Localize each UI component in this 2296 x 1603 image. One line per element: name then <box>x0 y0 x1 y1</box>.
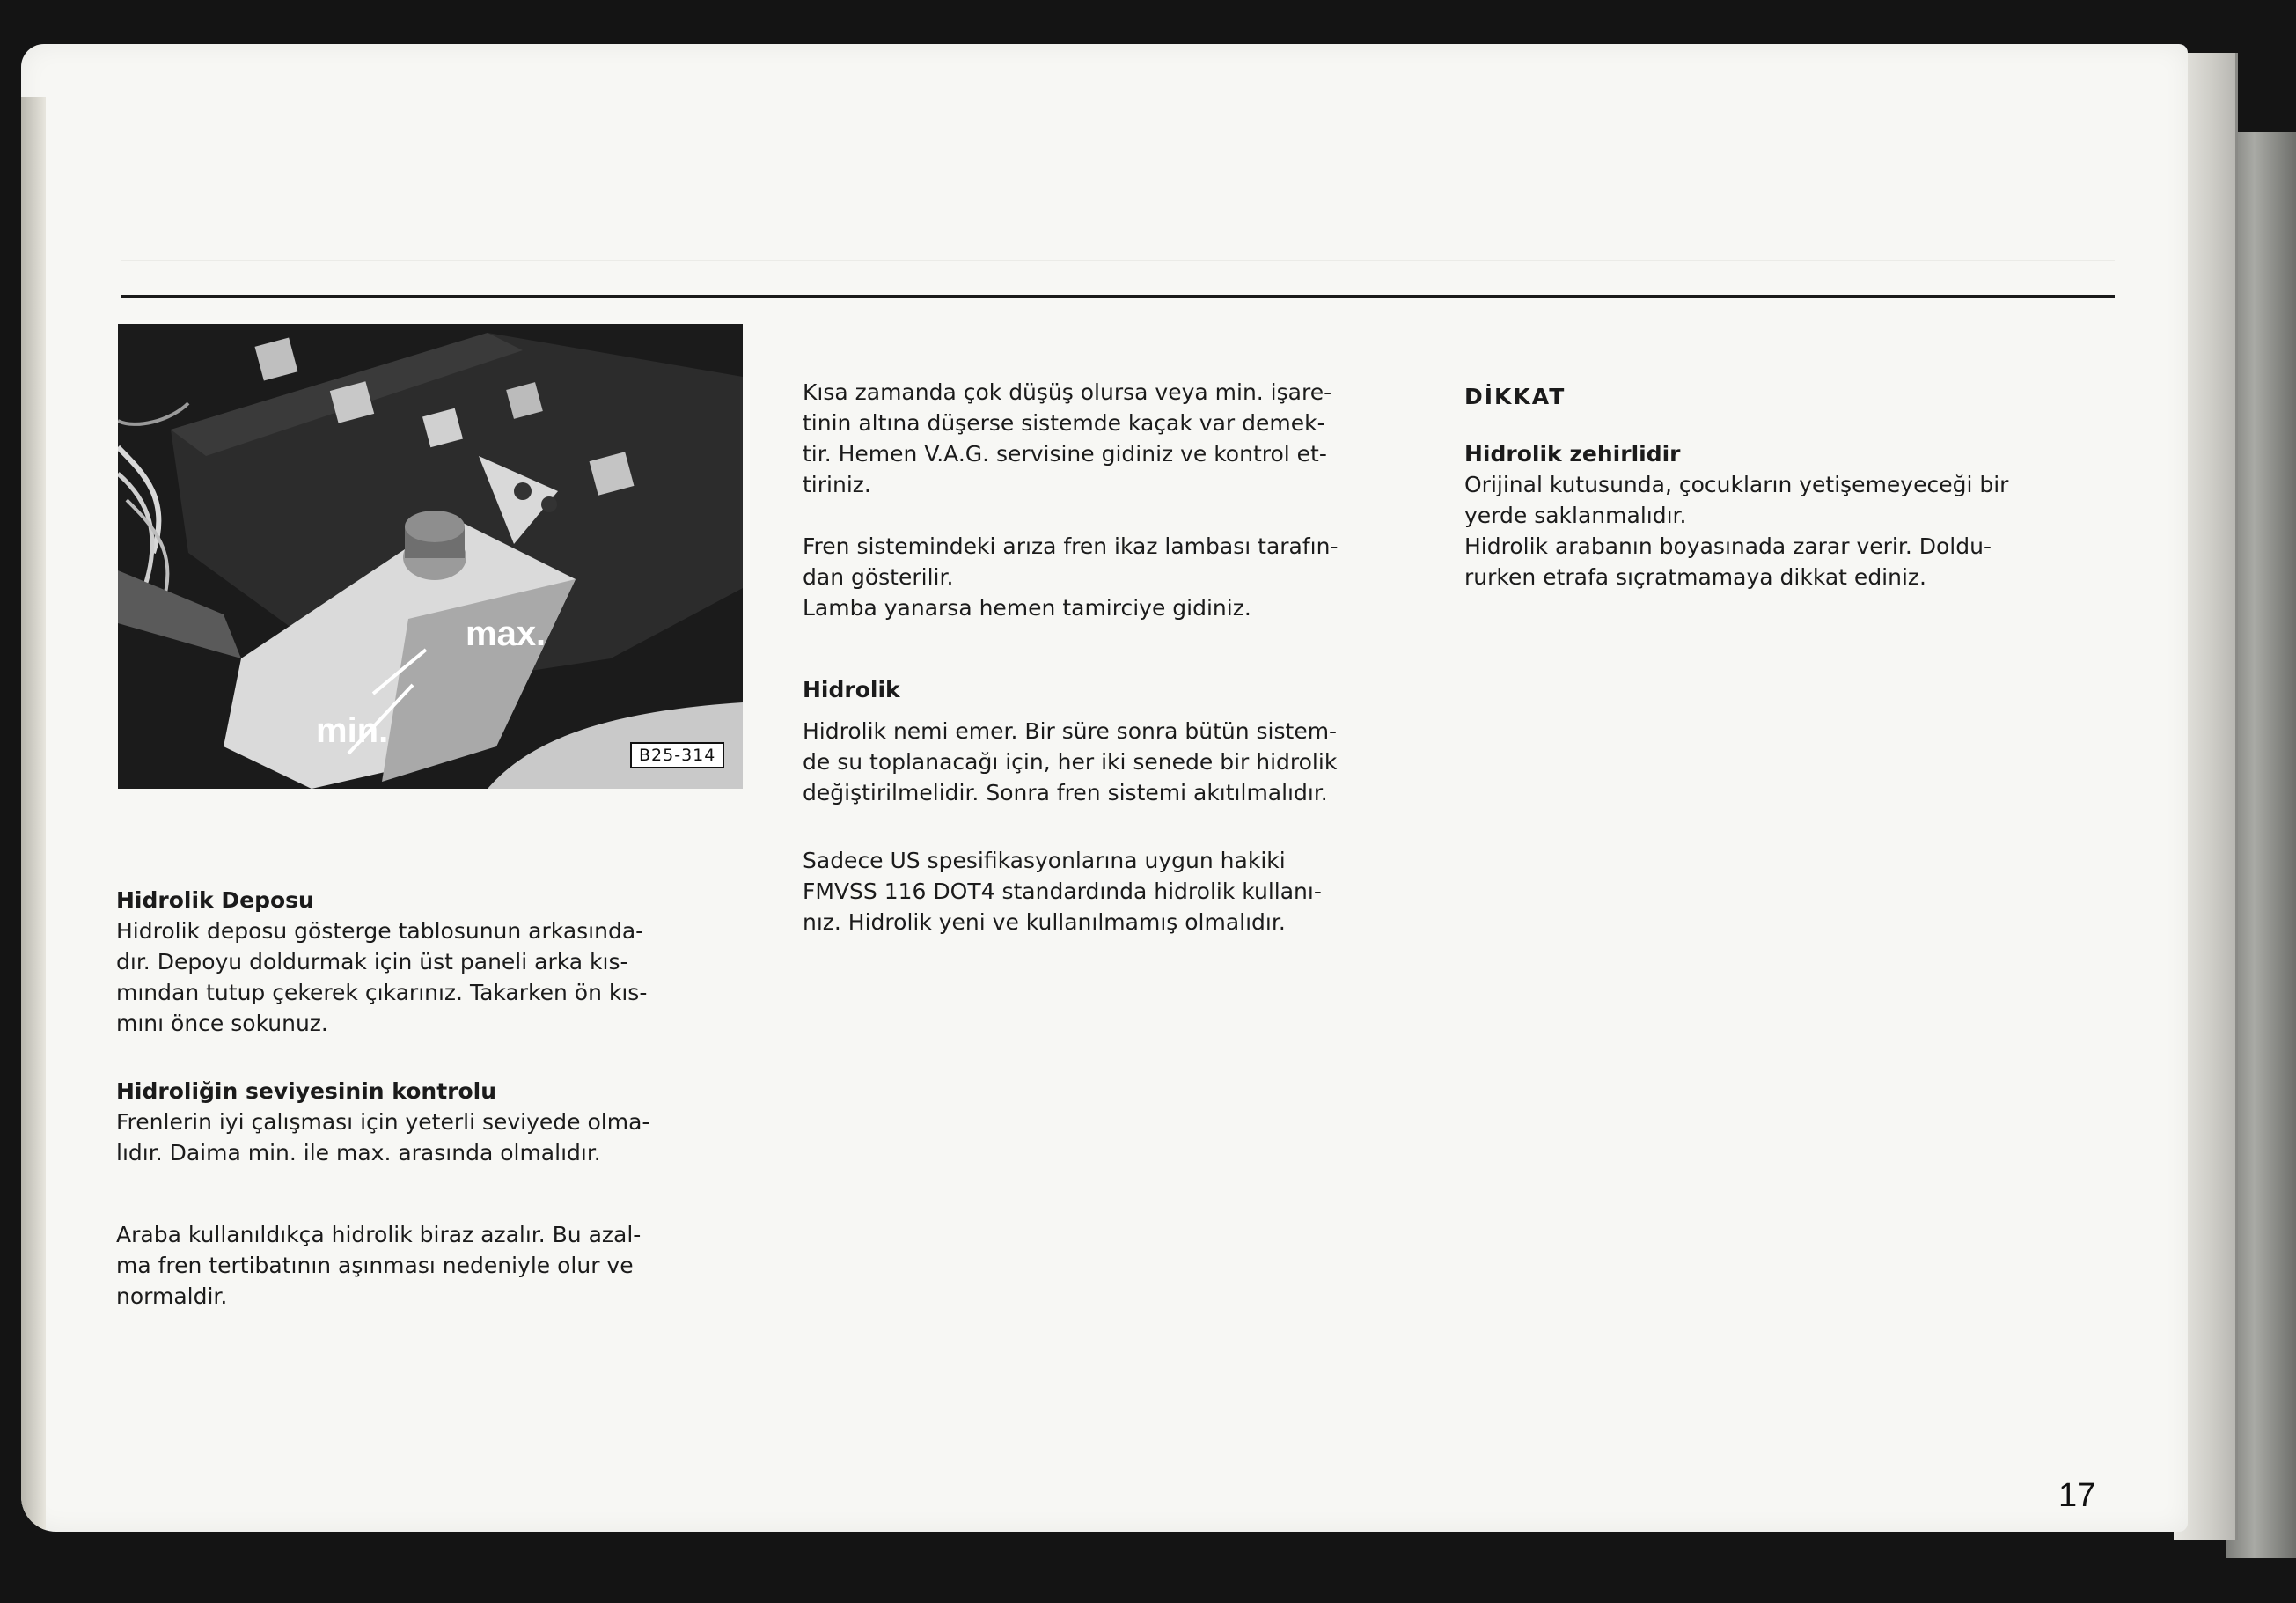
paragraph: Araba kullanıldıkça hidrolik biraz azalır. Bu azal- ma fren tertibatının aşınması nedeniyle olur ve normaldir. <box>116 1222 642 1309</box>
column-middle <box>803 377 1471 938</box>
paragraph: Hidrolik deposu gösterge tablosunun arkasında- dır. Depoyu doldurmak için üst paneli arka kıs- mından tutup çekerek çıkarınız. Takarken ön kıs- mını önce sokunuz. <box>116 918 648 1036</box>
column-right-warning <box>1464 381 2133 592</box>
heading-hidrolik-zehirlidir: Hidrolik zehirlidir <box>1464 441 1681 467</box>
min-label: min. <box>316 711 389 750</box>
paragraph: Hidrolik nemi emer. Bir süre sonra bütün sistem- de su toplanacağı için, her iki senede bir hidrolik değiştirilmelidir. Sonra fren sistemi akıtılmalıdır. <box>803 718 1338 805</box>
paragraph: Sadece US spesifikasyonlarına uygun hakiki FMVSS 116 DOT4 standardında hidrolik kullanı- nız. Hidrolik yeni ve kullanılmamış olmalıdır. <box>803 848 1322 935</box>
paragraph: Fren sistemindeki arıza fren ikaz lambası tarafın- dan gösterilir. Lamba yanarsa hemen tamirciye gidiniz. <box>803 533 1339 621</box>
brake-fluid-reservoir-photo <box>118 324 743 789</box>
show-through-rule <box>121 260 2115 261</box>
reservoir-illustration <box>118 324 743 789</box>
manual-page <box>21 44 2188 1532</box>
header-rule <box>121 295 2115 298</box>
max-label: max. <box>466 614 546 653</box>
warning-title: DİKKAT <box>1464 384 1566 409</box>
paragraph: Kısa zamanda çok düşüş olursa veya min. işare- tinin altına düşerse sistemde kaçak var demek- tir. Hemen V.A.G. servisine gidiniz ve kontrol et- tiriniz. <box>803 379 1332 497</box>
heading-seviye-kontrolu: Hidroliğin seviyesinin kontrolu <box>116 1078 497 1104</box>
paragraph: Orijinal kutusunda, çocukların yetişemeyeceği bir yerde saklanmalıdır. Hidrolik arabanın boyasınada zarar verir. Doldu- rurken etrafa sıçratmamaya dikkat ediniz. <box>1464 472 2009 590</box>
heading-hidrolik: Hidrolik <box>803 677 900 702</box>
page-number: 17 <box>2058 1477 2096 1514</box>
page-left-edge <box>21 97 46 1532</box>
heading-hidrolik-deposu: Hidrolik Deposu <box>116 887 314 913</box>
figure-code: B25-314 <box>630 742 724 768</box>
column-left <box>116 885 785 1312</box>
paragraph: Frenlerin iyi çalışması için yeterli seviyede olma- lıdır. Daima min. ile max. arasında olmalıdır. <box>116 1109 650 1165</box>
